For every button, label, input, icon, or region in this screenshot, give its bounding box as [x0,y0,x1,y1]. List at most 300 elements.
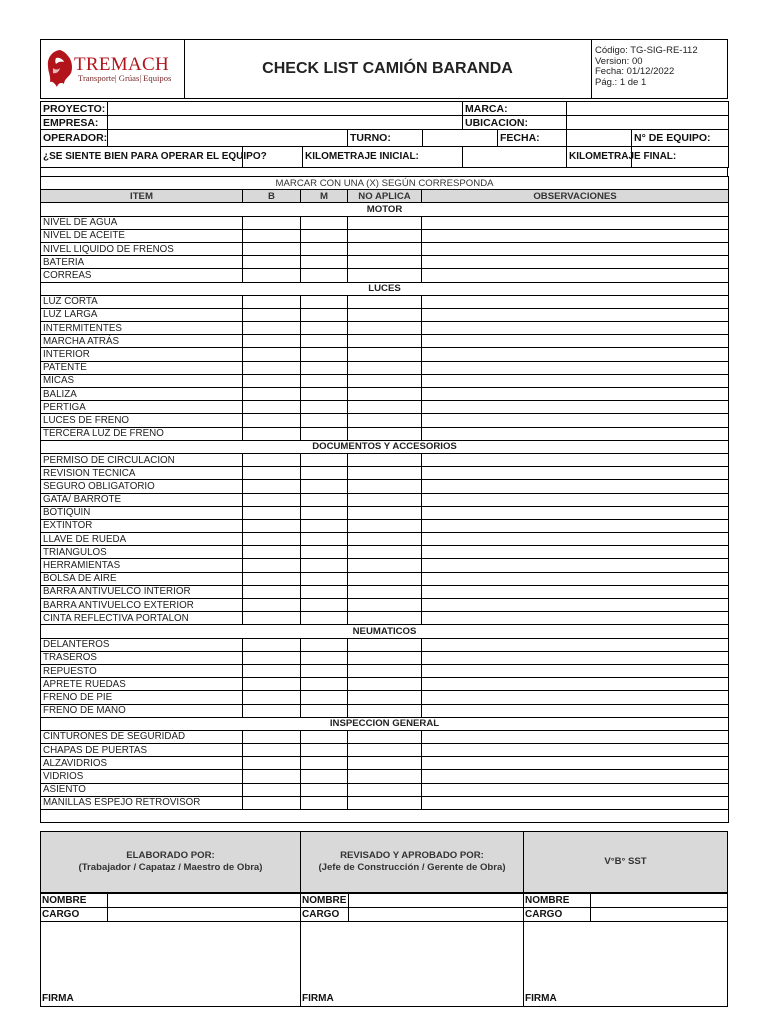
observaciones-field[interactable] [422,638,729,651]
section-header: LUCES [41,282,729,295]
table-row [41,691,729,704]
table-row [41,678,729,691]
check-m[interactable] [301,612,348,625]
empresa-label: EMPRESA: [41,116,108,130]
check-b[interactable] [243,388,301,401]
table-row [41,585,729,598]
item-label: REVISION TECNICA [41,467,243,480]
check-b[interactable] [243,308,301,321]
observaciones-field[interactable] [422,730,729,743]
observaciones-field[interactable] [422,322,729,335]
table-row [41,757,729,770]
observaciones-field[interactable] [422,269,729,282]
table-row [41,493,729,506]
item-label: INTERMITENTES [41,322,243,335]
check-m[interactable] [301,414,348,427]
check-m[interactable] [301,704,348,717]
observaciones-field[interactable] [422,467,729,480]
firma-label-1: FIRMA [42,993,74,1004]
col-m: M [301,190,348,203]
operador-field[interactable] [108,130,348,147]
check-m[interactable] [301,322,348,335]
section-header: NEUMATICOS [41,625,729,638]
check-b[interactable] [243,229,301,242]
nombre-label-1: NOMBRE [40,893,108,908]
revisado-header [300,831,524,893]
check-b[interactable] [243,638,301,651]
item-label: TERCERA LUZ DE FRENO [41,427,243,440]
check-m[interactable] [301,533,348,546]
turno-field[interactable] [423,130,498,147]
check-b[interactable] [243,295,301,308]
check-m[interactable] [301,269,348,282]
firma-area-2[interactable] [300,921,524,1007]
check-b[interactable] [243,546,301,559]
check-no-aplica[interactable] [348,216,422,229]
observaciones-field[interactable] [422,374,729,387]
item-label: LUZ LARGA [41,308,243,321]
check-m[interactable] [301,480,348,493]
observaciones-field[interactable] [422,599,729,612]
check-b[interactable] [243,704,301,717]
check-no-aplica[interactable] [348,388,422,401]
meta-page: Pág.: 1 de 1 [595,76,647,88]
check-no-aplica[interactable] [348,678,422,691]
table-row [41,308,729,321]
check-b[interactable] [243,242,301,255]
item-label: PATENTE [41,361,243,374]
item-label: HERRAMIENTAS [41,559,243,572]
observaciones-field[interactable] [422,308,729,321]
check-m[interactable] [301,335,348,348]
observaciones-field[interactable] [422,546,729,559]
brand-name: TREMACH [74,54,169,75]
check-b[interactable] [243,533,301,546]
check-m[interactable] [301,388,348,401]
check-b[interactable] [243,691,301,704]
check-b[interactable] [243,730,301,743]
cargo-field-3[interactable] [590,907,728,922]
col-no-aplica: NO APLICA [348,190,422,203]
check-no-aplica[interactable] [348,533,422,546]
check-no-aplica[interactable] [348,770,422,783]
item-label: BALIZA [41,388,243,401]
proyecto-label: PROYECTO: [41,102,108,116]
check-b[interactable] [243,678,301,691]
item-label: CHAPAS DE PUERTAS [41,744,243,757]
brand-tagline: Transporte| Grúas| Equipos [78,73,172,83]
check-m[interactable] [301,348,348,361]
firma-label-2: FIRMA [302,993,334,1004]
table-row [41,427,729,440]
fecha-field[interactable] [567,130,632,147]
table-row [41,796,729,809]
observaciones-field[interactable] [422,796,729,809]
check-m[interactable] [301,229,348,242]
table-row [41,229,729,242]
check-no-aplica[interactable] [348,506,422,519]
item-label: NIVEL DE AGUA [41,216,243,229]
check-m[interactable] [301,651,348,664]
observaciones-field[interactable] [422,493,729,506]
check-m[interactable] [301,256,348,269]
check-no-aplica[interactable] [348,783,422,796]
firma-area-1[interactable] [40,921,301,1007]
check-m[interactable] [301,585,348,598]
check-no-aplica[interactable] [348,295,422,308]
proyecto-field[interactable] [108,102,463,116]
check-no-aplica[interactable] [348,612,422,625]
instructions: MARCAR CON UNA (X) SEGÚN CORRESPONDA [41,177,729,190]
check-no-aplica[interactable] [348,519,422,532]
observaciones-field[interactable] [422,559,729,572]
item-label: BARRA ANTIVUELCO EXTERIOR [41,599,243,612]
nombre-field-2[interactable] [348,893,524,908]
check-no-aplica[interactable] [348,414,422,427]
observaciones-field[interactable] [422,361,729,374]
item-label: EXTINTOR [41,519,243,532]
check-m[interactable] [301,572,348,585]
check-b[interactable] [243,480,301,493]
check-b[interactable] [243,572,301,585]
check-no-aplica[interactable] [348,546,422,559]
check-b[interactable] [243,506,301,519]
check-m[interactable] [301,796,348,809]
nombre-label-2: NOMBRE [300,893,349,908]
nombre-field-3[interactable] [590,893,728,908]
check-b[interactable] [243,599,301,612]
check-no-aplica[interactable] [348,322,422,335]
revisado-subtitle: (Jefe de Construcción / Gerente de Obra) [318,862,506,873]
item-label: PERTIGA [41,401,243,414]
check-no-aplica[interactable] [348,599,422,612]
check-no-aplica[interactable] [348,453,422,466]
item-label: CORREAS [41,269,243,282]
cargo-label-2: CARGO [300,907,349,922]
check-m[interactable] [301,638,348,651]
section-header: DOCUMENTOS Y ACCESORIOS [41,440,729,453]
check-b[interactable] [243,335,301,348]
table-row [41,638,729,651]
table-row [41,546,729,559]
check-b[interactable] [243,427,301,440]
item-label: NIVEL DE ACEITE [41,229,243,242]
check-no-aplica[interactable] [348,664,422,677]
check-m[interactable] [301,493,348,506]
check-m[interactable] [301,664,348,677]
observaciones-field[interactable] [422,691,729,704]
vb-sst-header [523,831,728,893]
table-row [41,361,729,374]
item-label: CINTURONES DE SEGURIDAD [41,730,243,743]
check-m[interactable] [301,559,348,572]
table-row [41,730,729,743]
check-b[interactable] [243,651,301,664]
ubicacion-field[interactable] [567,116,729,130]
item-label: LLAVE DE RUEDA [41,533,243,546]
check-m[interactable] [301,506,348,519]
cargo-label-3: CARGO [523,907,591,922]
checklist-table [40,176,729,823]
check-m[interactable] [301,783,348,796]
table-row [41,401,729,414]
meta-version: Version: 00 [595,55,643,67]
check-no-aplica[interactable] [348,256,422,269]
table-row [41,506,729,519]
observaciones-field[interactable] [422,348,729,361]
check-no-aplica[interactable] [348,361,422,374]
check-b[interactable] [243,770,301,783]
check-no-aplica[interactable] [348,744,422,757]
siente-bien-label: ¿SE SIENTE BIEN PARA OPERAR EL EQUIPO? [41,147,243,168]
check-b[interactable] [243,269,301,282]
check-no-aplica[interactable] [348,796,422,809]
table-row [41,374,729,387]
observaciones-field[interactable] [422,757,729,770]
meta-date: Fecha: 01/12/2022 [595,66,675,77]
meta-code: Código: TG-SIG-RE-112 [595,45,698,56]
item-label: INTERIOR [41,348,243,361]
item-label: BOLSA DE AIRE [41,572,243,585]
check-no-aplica[interactable] [348,572,422,585]
col-item: ITEM [41,190,243,203]
table-row [41,414,729,427]
check-b[interactable] [243,467,301,480]
observaciones-field[interactable] [422,401,729,414]
item-label: VIDRIOS [41,770,243,783]
check-b[interactable] [243,612,301,625]
table-row [41,770,729,783]
check-no-aplica[interactable] [348,651,422,664]
observaciones-field[interactable] [422,678,729,691]
check-m[interactable] [301,295,348,308]
cargo-label-1: CARGO [40,907,108,922]
check-no-aplica[interactable] [348,335,422,348]
observaciones-field[interactable] [422,783,729,796]
item-label: FRENO DE PIE [41,691,243,704]
check-no-aplica[interactable] [348,401,422,414]
table-row [41,269,729,282]
check-b[interactable] [243,361,301,374]
table-row [41,467,729,480]
observaciones-field[interactable] [422,414,729,427]
check-m[interactable] [301,744,348,757]
observaciones-field[interactable] [422,229,729,242]
observaciones-field[interactable] [422,519,729,532]
item-label: APRETE RUEDAS [41,678,243,691]
check-b[interactable] [243,401,301,414]
marca-field[interactable] [567,102,729,116]
check-m[interactable] [301,757,348,770]
table-row [41,322,729,335]
observaciones-field[interactable] [422,651,729,664]
item-label: CINTA REFLECTIVA PORTALON [41,612,243,625]
check-m[interactable] [301,401,348,414]
check-no-aplica[interactable] [348,374,422,387]
nombre-field-1[interactable] [107,893,301,908]
check-no-aplica[interactable] [348,242,422,255]
check-b[interactable] [243,493,301,506]
observaciones-field[interactable] [422,506,729,519]
check-b[interactable] [243,322,301,335]
check-m[interactable] [301,242,348,255]
table-row [41,519,729,532]
lion-icon [44,48,76,90]
item-label: MANILLAS ESPEJO RETROVISOR [41,796,243,809]
item-label: BATERIA [41,256,243,269]
firma-label-3: FIRMA [525,993,557,1004]
check-no-aplica[interactable] [348,757,422,770]
check-b[interactable] [243,796,301,809]
observaciones-field[interactable] [422,335,729,348]
operador-label: OPERADOR: [41,130,108,147]
item-label: MICAS [41,374,243,387]
check-no-aplica[interactable] [348,308,422,321]
check-no-aplica[interactable] [348,348,422,361]
observaciones-field[interactable] [422,256,729,269]
item-label: FRENO DE MANO [41,704,243,717]
item-label: REPUESTO [41,664,243,677]
observaciones-field[interactable] [422,388,729,401]
elaborado-header [40,831,301,893]
check-m[interactable] [301,770,348,783]
table-row [41,335,729,348]
check-no-aplica[interactable] [348,493,422,506]
check-b[interactable] [243,559,301,572]
check-b[interactable] [243,256,301,269]
observaciones-field[interactable] [422,664,729,677]
table-row [41,572,729,585]
turno-label: TURNO: [348,130,423,147]
check-b[interactable] [243,216,301,229]
check-no-aplica[interactable] [348,691,422,704]
observaciones-field[interactable] [422,242,729,255]
check-b[interactable] [243,453,301,466]
check-no-aplica[interactable] [348,467,422,480]
col-b: B [243,190,301,203]
company-logo [41,40,185,98]
empresa-field[interactable] [108,116,463,130]
table-row [41,783,729,796]
km-inicial-label: KILOMETRAJE INICIAL: [303,147,463,168]
item-label: TRIANGULOS [41,546,243,559]
item-label: BOTIQUIN [41,506,243,519]
observaciones-field[interactable] [422,453,729,466]
check-m[interactable] [301,427,348,440]
check-m[interactable] [301,361,348,374]
check-m[interactable] [301,453,348,466]
section-header: MOTOR [41,203,729,216]
col-observaciones: OBSERVACIONES [422,190,729,203]
table-row [41,348,729,361]
table-row [41,453,729,466]
check-no-aplica[interactable] [348,427,422,440]
check-m[interactable] [301,308,348,321]
cargo-field-1[interactable] [107,907,301,922]
section-header: INSPECCION GENERAL [41,717,729,730]
table-row [41,216,729,229]
km-final-label: KILOMETRAJE FINAL: [567,147,632,168]
check-b[interactable] [243,585,301,598]
check-no-aplica[interactable] [348,229,422,242]
item-label: LUZ CORTA [41,295,243,308]
check-no-aplica[interactable] [348,480,422,493]
check-b[interactable] [243,757,301,770]
observaciones-field[interactable] [422,612,729,625]
item-label: SEGURO OBLIGATORIO [41,480,243,493]
revisado-title: REVISADO Y APROBADO POR: [340,850,484,861]
table-row [41,651,729,664]
check-m[interactable] [301,678,348,691]
item-label: MARCHA ATRÁS [41,335,243,348]
table-row [41,295,729,308]
n-equipo-label: N° DE EQUIPO: [632,130,729,147]
check-no-aplica[interactable] [348,585,422,598]
check-m[interactable] [301,374,348,387]
check-m[interactable] [301,546,348,559]
km-inicial-field[interactable] [463,147,567,168]
check-m[interactable] [301,519,348,532]
check-b[interactable] [243,374,301,387]
item-label: GATA/ BARROTE [41,493,243,506]
observaciones-field[interactable] [422,427,729,440]
check-b[interactable] [243,744,301,757]
checklist-form [40,39,728,1004]
blank-cell [41,810,729,823]
table-row [41,533,729,546]
check-no-aplica[interactable] [348,269,422,282]
observaciones-field[interactable] [422,744,729,757]
table-row [41,480,729,493]
info-table [40,101,729,168]
check-m[interactable] [301,599,348,612]
table-row [41,388,729,401]
page-title: CHECK LIST CAMIÓN BARANDA [262,60,513,77]
check-b[interactable] [243,414,301,427]
observaciones-field[interactable] [422,585,729,598]
observaciones-field[interactable] [422,216,729,229]
check-b[interactable] [243,519,301,532]
check-m[interactable] [301,730,348,743]
table-row [41,599,729,612]
check-b[interactable] [243,783,301,796]
observaciones-field[interactable] [422,295,729,308]
check-m[interactable] [301,691,348,704]
check-m[interactable] [301,467,348,480]
observaciones-field[interactable] [422,770,729,783]
observaciones-field[interactable] [422,480,729,493]
check-no-aplica[interactable] [348,730,422,743]
firma-area-3[interactable] [523,921,728,1007]
observaciones-field[interactable] [422,533,729,546]
check-b[interactable] [243,664,301,677]
check-b[interactable] [243,348,301,361]
table-row [41,256,729,269]
check-m[interactable] [301,216,348,229]
observaciones-field[interactable] [422,572,729,585]
check-no-aplica[interactable] [348,559,422,572]
check-no-aplica[interactable] [348,638,422,651]
table-row [41,664,729,677]
item-label: BARRA ANTIVUELCO INTERIOR [41,585,243,598]
observaciones-field[interactable] [422,704,729,717]
form-header [40,39,728,99]
item-label: LUCES DE FRENO [41,414,243,427]
cargo-field-2[interactable] [348,907,524,922]
item-label: DELANTEROS [41,638,243,651]
vb-sst-title: V°B° SST [604,856,647,867]
check-no-aplica[interactable] [348,704,422,717]
